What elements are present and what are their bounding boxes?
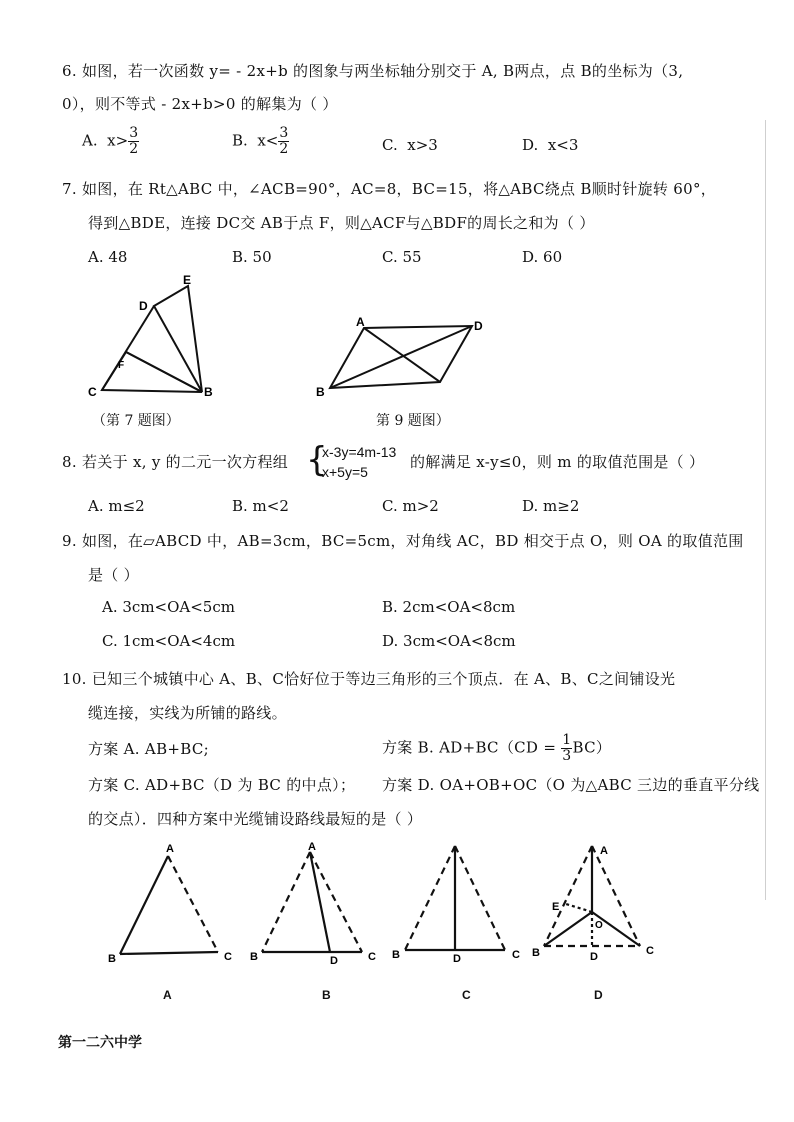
q8-option-c: C. m>2 xyxy=(382,497,439,515)
q9-option-a: A. 3cm<OA<5cm xyxy=(102,598,235,616)
q6-option-a: A. x> $\frac{3}{2}$ xyxy=(82,125,139,157)
fig7-diagram xyxy=(84,272,234,404)
q9-line2: 是（ ） xyxy=(88,566,139,584)
q6-line2: 0），则不等式 - 2x+b>0 的解集为（ ） xyxy=(62,95,338,113)
q10-scheme-b: 方案 B. AD+BC（CD = $\frac{1}{3}$ BC） xyxy=(382,732,612,764)
fig9-label-d: D xyxy=(474,319,483,333)
fig9-caption: 第 9 题图） xyxy=(376,413,450,429)
scan-edge-line xyxy=(765,120,766,900)
svg-text:B: B xyxy=(392,949,400,961)
q8-brace: { xyxy=(306,440,328,480)
q6-option-c: C. x>3 xyxy=(382,136,438,154)
svg-text:A: A xyxy=(308,841,316,853)
fig9-diagonal-ac xyxy=(364,328,440,382)
svg-text:D: D xyxy=(590,951,598,963)
q8-suffix: 的解满足 x-y≤0，则 m 的取值范围是（ ） xyxy=(410,453,705,471)
q8-eq2: x+5y=5 xyxy=(322,464,368,480)
fig7-label-d: D xyxy=(139,299,148,313)
fig10a-caption: A xyxy=(163,988,172,1002)
fig7-triangle-abc xyxy=(102,352,202,392)
q6-line1: 6. 如图，若一次函数 y= - 2x+b 的图象与两坐标轴分别交于 A, B两点，点 B的坐标为（3, xyxy=(62,62,684,80)
svg-text:O: O xyxy=(595,920,603,931)
q7-line2: 得到△BDE，连接 DC交 AB于点 F，则△ACF与△BDF的周长之和为（ ） xyxy=(88,214,595,232)
svg-text:C: C xyxy=(368,951,376,963)
q7-option-d: D. 60 xyxy=(522,248,563,266)
fig7-label-f: F xyxy=(118,360,125,371)
fig10d-caption: D xyxy=(594,988,603,1002)
q8-eq1: x-3y=4m-13 xyxy=(322,444,397,460)
q9-line1: 9. 如图，在▱ABCD 中，AB=3cm，BC=5cm，对角线 AC，BD 相交于点 O，则 OA 的取值范围 xyxy=(62,532,744,550)
svg-text:B: B xyxy=(532,947,540,959)
q8-prefix: 8. 若关于 x, y 的二元一次方程组 xyxy=(62,453,289,471)
fig7-segment-dc xyxy=(102,306,154,390)
q9-option-b: B. 2cm<OA<8cm xyxy=(382,598,516,616)
q10-scheme-d: 方案 D. OA+OB+OC（O 为△ABC 三边的垂直平分线 xyxy=(382,776,760,794)
q7-option-c: C. 55 xyxy=(382,248,422,266)
svg-text:C: C xyxy=(512,949,520,961)
svg-text:B: B xyxy=(108,953,116,965)
fig10b-caption: B xyxy=(322,988,331,1002)
fig7-label-b: B xyxy=(204,385,213,399)
q7-line1: 7. 如图，在 Rt△ABC 中，∠ACB=90°，AC=8，BC=15，将△ABC绕点 B顺时针旋转 60°， xyxy=(62,180,717,198)
q10-line2: 缆连接，实线为所铺的路线。 xyxy=(88,704,287,722)
q6-option-d: D. x<3 xyxy=(522,136,579,154)
svg-text:C: C xyxy=(224,951,232,963)
q10-scheme-c: 方案 C. AD+BC（D 为 BC 的中点）； xyxy=(88,776,356,794)
svg-text:E: E xyxy=(552,901,560,913)
svg-text:C: C xyxy=(646,945,654,957)
q10-line1: 10. 已知三个城镇中心 A、B、C恰好位于等边三角形的三个顶点．在 A、B、C之间铺设光 xyxy=(62,670,676,688)
q9-option-c: C. 1cm<OA<4cm xyxy=(102,632,236,650)
fig10a xyxy=(108,843,232,965)
q10-last-line: 的交点）．四种方案中光缆铺设路线最短的是（ ） xyxy=(88,810,423,828)
fig7-label-c: C xyxy=(88,385,97,399)
fig9-label-b: B xyxy=(316,385,325,399)
q8-option-a: A. m≤2 xyxy=(88,497,145,515)
q8-option-d: D. m≥2 xyxy=(522,497,580,515)
fig9-label-a: A xyxy=(356,315,365,329)
q10-figures xyxy=(100,838,680,973)
fig9-diagonal-bd xyxy=(330,326,472,388)
q9-option-d: D. 3cm<OA<8cm xyxy=(382,632,516,650)
fig9-diagram xyxy=(312,314,492,404)
fig7-caption: （第 7 题图） xyxy=(92,413,180,429)
svg-text:D: D xyxy=(330,955,338,967)
fig10d xyxy=(532,845,654,963)
fig10c-caption: C xyxy=(462,988,471,1002)
fig10b xyxy=(250,841,376,967)
svg-text:B: B xyxy=(250,951,258,963)
q8-option-b: B. m<2 xyxy=(232,497,289,515)
q7-option-a: A. 48 xyxy=(88,248,128,266)
footer-school-name: 第一二六中学 xyxy=(58,1035,142,1051)
q7-option-b: B. 50 xyxy=(232,248,272,266)
svg-text:D: D xyxy=(453,953,461,965)
fig7-triangle-bde xyxy=(154,286,202,392)
svg-text:A: A xyxy=(166,843,174,855)
fig10c xyxy=(392,846,520,965)
fig7-label-e: E xyxy=(183,273,192,287)
q6-option-b: B. x< $\frac{3}{2}$ xyxy=(232,125,289,157)
svg-text:A: A xyxy=(600,845,608,857)
q10-scheme-a: 方案 A. AB+BC; xyxy=(88,740,209,758)
